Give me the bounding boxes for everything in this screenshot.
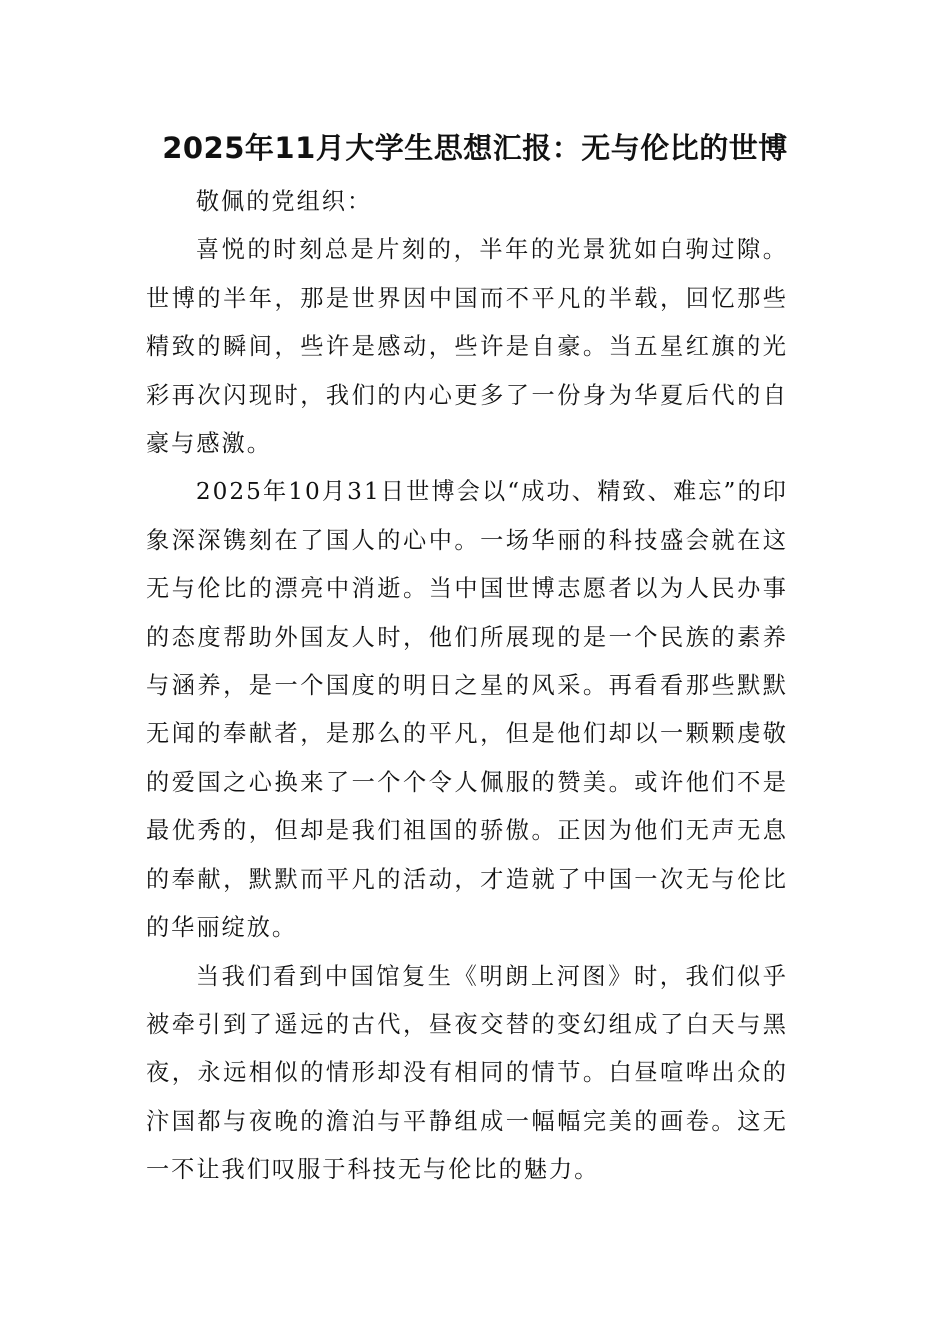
paragraph-1: 喜悦的时刻总是片刻的，半年的光景犹如白驹过隙。世博的半年，那是世界因中国而不平凡的半载，回忆那些精致的瞬间，些许是感动，些许是自豪。当五星红旗的光彩再次闪现时，我们的内心更多了一份身为华夏后代的自豪与感激。 [146,236,788,458]
document-title: 2025年11月大学生思想汇报：无与伦比的世博 [162,131,788,165]
paragraph-2: 2025年10月31日世博会以“成功、精致、难忘”的印象深深镌刻在了国人的心中。一场华丽的科技盛会就在这无与伦比的漂亮中消逝。当中国世博志愿者以为人民办事的态度帮助外国友人时，他们所展现的是一个民族的素养与涵养，是一个国度的明日之星的风采。再看看那些默默无闻的奉献者，是那么的平凡，但是他们却以一颗颗虔敬的爱国之心换来了一个个令人佩服的赞美。或许他们不是最优秀的，但却是我们祖国的骄傲。正因为他们无声无息的奉献，默默而平凡的活动，才造就了中国一次无与伦比的华丽绽放。 [146,478,788,942]
salutation: 敬佩的党组织： [195,188,373,215]
document-body [146,178,788,1195]
paragraph-3: 当我们看到中国馆复生《明朗上河图》时，我们似乎被牵引到了遥远的古代，昼夜交替的变幻组成了白天与黑夜，永远相似的情形却没有相同的情节。白昼喧哗出众的汴国都与夜晚的澹泊与平静组成一幅幅完美的画卷。这无一不让我们叹服于科技无与伦比的魅力。 [146,962,788,1184]
